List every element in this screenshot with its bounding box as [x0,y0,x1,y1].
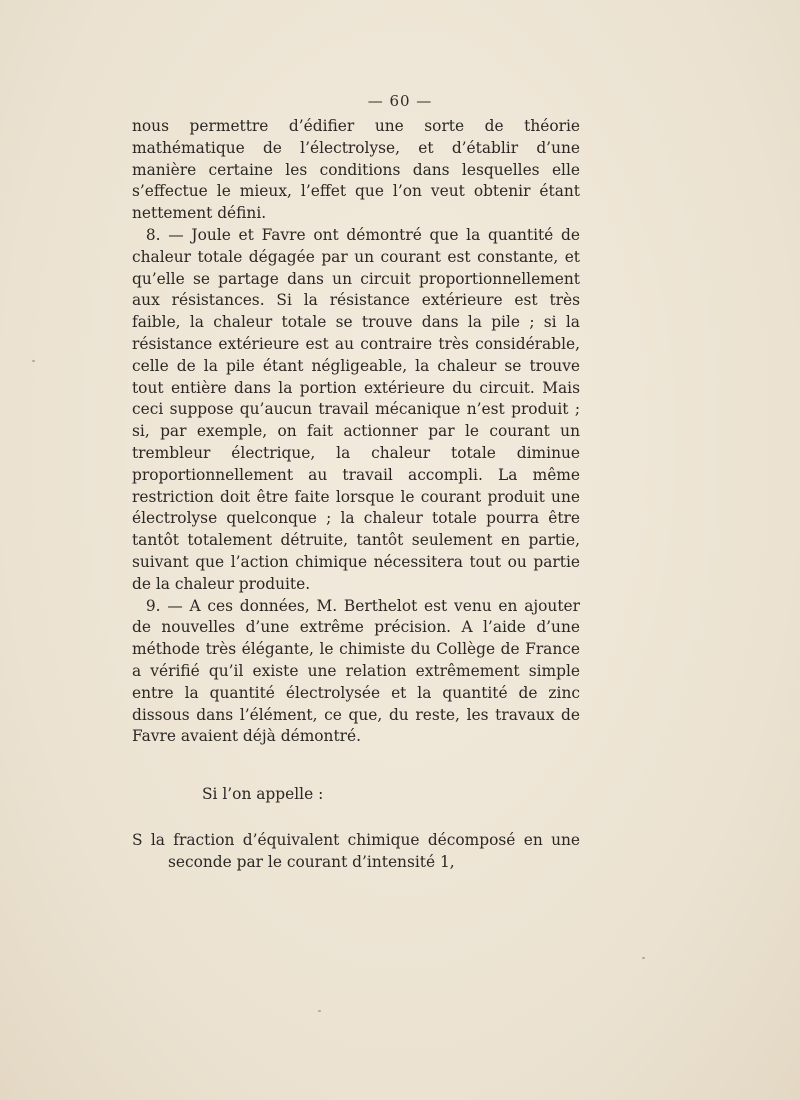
page-body [132,116,580,874]
paragraph-section-8: 8. — Joule et Favre ont démontré que la quantité de chaleur totale dégagée par un courant est constante, et qu’elle se partage dans un circuit proportionnellement aux résistances. Si la résistance extérieure est très faible, la chaleur totale se trouve dans la pile ; si la résistance extérieure est au contraire très considérable, celle de la pile étant négligeable, la chaleur se trouve tout entière dans la portion extérieure du circuit. Mais ceci suppose qu’aucun travail mécanique n’est produit ; si, par exemple, on fait actionner par le courant un trembleur électrique, la chaleur totale diminue proportionnellement au travail accompli. La même restriction doit être faite lorsque le courant produit une électrolyse quelconque ; la chaleur totale pourra être tantôt totalement détruite, tantôt seulement en partie, suivant que l’action chimique nécessitera tout ou partie de la chaleur produite. [132,225,580,593]
page-number: — 60 — [367,92,433,110]
paper-speck [32,360,35,362]
paragraph-section-9: 9. — A ces données, M. Berthelot est venu en ajouter de nouvelles d’une extrême précision. A l’aide d’une méthode très élégante, le chimiste du Collège de France a vérifié qu’il existe une relation extrêmement simple entre la quantité électrolysée et la quantité de zinc dissous dans l’élément, ce que, du reste, les travaux de Favre avaient déjà démontré. [132,596,580,746]
paper-speck [318,1010,321,1012]
paper-speck [642,957,645,959]
paragraph-continuation: nous permettre d’édifier une sorte de théorie mathématique de l’électrolyse, et d’établir d’une manière certaine les conditions dans lesquelles elle s’effectue le mieux, l’effet que l’on veut obtenir étant nettement défini. [132,117,580,223]
definitions-lead-in: Si l’on appelle : [202,785,324,804]
definition-item-s: S la fraction d’équivalent chimique décomposé en une seconde par le courant d’intensité 1, [132,830,580,871]
